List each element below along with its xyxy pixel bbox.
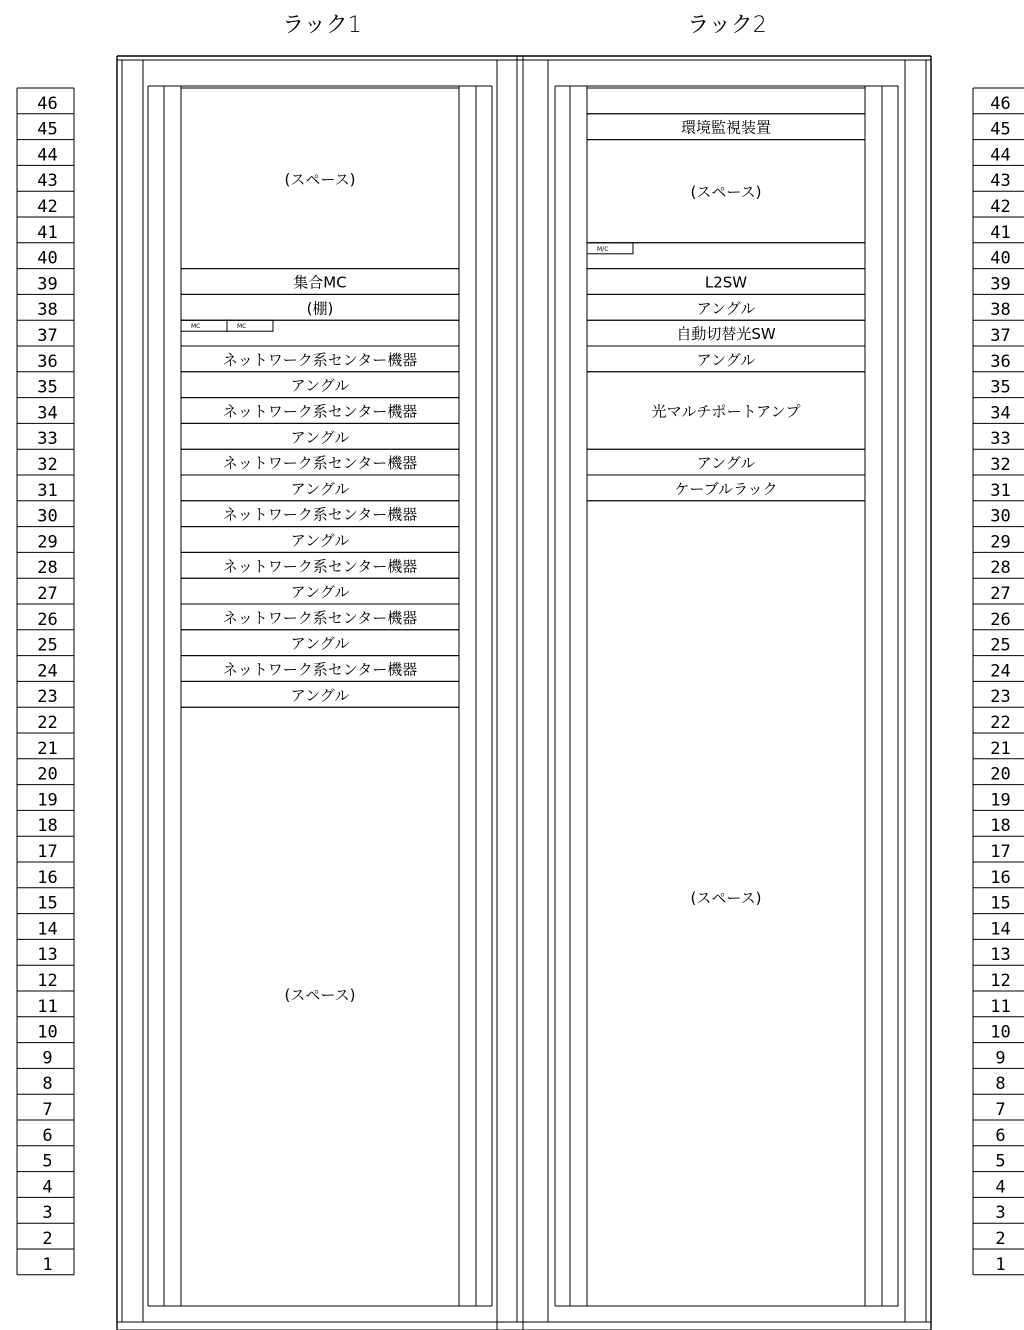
rack-1-item-7-label: アングル (290, 428, 350, 447)
rack-frames (117, 56, 931, 1330)
unit-number-right-41: 41 (990, 222, 1011, 243)
unit-number-right-5: 5 (995, 1151, 1006, 1172)
rack-2-item-2-label: (スペース) (690, 183, 762, 202)
unit-number-right-37: 37 (990, 326, 1011, 346)
unit-number-right-2: 2 (995, 1229, 1006, 1249)
unit-number-left-37: 37 (37, 326, 58, 346)
unit-number-left-30: 30 (37, 506, 58, 527)
unit-number-left-21: 21 (37, 738, 58, 759)
rack-1-item-3-small-box-0 (181, 320, 227, 331)
unit-number-left-33: 33 (37, 429, 58, 450)
rack-2-item-3-small-label-0: M/C (597, 245, 609, 253)
rack-1-item-6-label: ネットワーク系センター機器 (222, 402, 418, 421)
unit-number-right-25: 25 (990, 635, 1011, 656)
unit-number-left-15: 15 (37, 893, 58, 914)
rack-1-item-2-label: (棚) (306, 299, 334, 318)
unit-number-right-34: 34 (990, 403, 1011, 424)
unit-number-left-25: 25 (37, 635, 58, 656)
rack-2-item-6-label: 自動切替光SW (676, 325, 776, 344)
unit-number-left-19: 19 (37, 790, 58, 811)
unit-number-right-10: 10 (990, 1022, 1011, 1043)
rack-2-item-7-label: アングル (696, 350, 756, 369)
rack-2-item-5-label: アングル (696, 299, 756, 318)
unit-number-left-41: 41 (37, 222, 58, 243)
unit-number-left-38: 38 (37, 300, 58, 321)
rack-1-item-18-label: (スペース) (284, 986, 356, 1004)
unit-number-left-3: 3 (42, 1203, 53, 1224)
unit-number-right-1: 1 (995, 1254, 1006, 1275)
unit-number-left-4: 4 (42, 1177, 53, 1198)
unit-number-left-1: 1 (42, 1254, 53, 1275)
unit-number-left-34: 34 (37, 403, 58, 424)
unit-number-left-31: 31 (37, 480, 58, 501)
rack-1-item-0-label: (スペース) (284, 170, 356, 189)
rack-1-item-13-label: アングル (290, 583, 350, 602)
unit-number-left-27: 27 (37, 584, 58, 604)
unit-number-left-8: 8 (42, 1074, 53, 1095)
unit-number-right-11: 11 (990, 996, 1011, 1017)
unit-number-left-29: 29 (37, 532, 58, 553)
rack-1-item-9-label: アングル (290, 479, 350, 498)
unit-number-right-28: 28 (990, 558, 1011, 579)
unit-number-right-20: 20 (990, 764, 1011, 785)
unit-number-left-12: 12 (37, 971, 58, 991)
unit-scale-left (17, 88, 74, 1275)
rack-1-item-4-label: ネットワーク系センター機器 (222, 350, 418, 369)
unit-number-right-46: 46 (990, 93, 1011, 114)
unit-number-right-23: 23 (990, 687, 1011, 708)
rack-1-item-1-label: 集合MC (293, 273, 347, 292)
rack-2-item-3-small-box-0 (587, 243, 633, 254)
rack-2-item-4-label: L2SW (704, 273, 748, 292)
unit-number-left-39: 39 (37, 274, 58, 295)
rack-1-item-11-label: アングル (290, 531, 350, 550)
unit-number-left-46: 46 (37, 93, 58, 114)
unit-number-left-10: 10 (37, 1022, 58, 1043)
rack-2-item-8-label: 光マルチポートアンプ (651, 402, 801, 421)
unit-number-left-42: 42 (37, 197, 58, 217)
unit-number-left-5: 5 (42, 1151, 53, 1172)
unit-number-left-43: 43 (37, 171, 58, 192)
unit-number-right-33: 33 (990, 429, 1011, 450)
rack-1-item-16-label: ネットワーク系センター機器 (222, 660, 418, 679)
unit-number-left-40: 40 (37, 248, 58, 269)
rack-1-item-10-label: ネットワーク系センター機器 (222, 505, 418, 524)
unit-number-left-22: 22 (37, 713, 58, 733)
unit-number-right-44: 44 (990, 145, 1011, 166)
unit-number-left-20: 20 (37, 764, 58, 785)
rack-1-item-3-small-box-1 (227, 320, 273, 331)
rack-2-item-11-label: (スペース) (690, 889, 762, 907)
unit-number-right-19: 19 (990, 790, 1011, 811)
unit-number-right-40: 40 (990, 248, 1011, 269)
unit-number-right-42: 42 (990, 197, 1011, 217)
unit-number-right-35: 35 (990, 377, 1011, 398)
unit-number-left-11: 11 (37, 996, 58, 1017)
unit-number-left-36: 36 (37, 351, 58, 372)
unit-number-left-2: 2 (42, 1229, 53, 1249)
unit-number-left-9: 9 (42, 1048, 53, 1069)
rack-1-item-14-label: ネットワーク系センター機器 (222, 608, 418, 627)
unit-number-right-12: 12 (990, 971, 1011, 991)
unit-number-left-18: 18 (37, 816, 58, 837)
rack-1-item-5-label: アングル (290, 376, 350, 395)
unit-number-left-23: 23 (37, 687, 58, 708)
unit-number-left-17: 17 (37, 842, 58, 862)
unit-number-left-45: 45 (37, 119, 58, 140)
unit-number-right-29: 29 (990, 532, 1011, 553)
unit-number-right-30: 30 (990, 506, 1011, 527)
unit-scale-right (973, 88, 1024, 1275)
unit-number-left-14: 14 (37, 919, 58, 940)
rack-1-item-8-label: ネットワーク系センター機器 (222, 454, 418, 473)
unit-number-left-28: 28 (37, 558, 58, 579)
unit-number-left-35: 35 (37, 377, 58, 398)
unit-number-left-6: 6 (42, 1125, 53, 1146)
unit-number-left-16: 16 (37, 867, 58, 888)
unit-number-right-8: 8 (995, 1074, 1006, 1095)
unit-number-right-9: 9 (995, 1048, 1006, 1069)
unit-number-right-36: 36 (990, 351, 1011, 372)
unit-number-right-32: 32 (990, 455, 1011, 475)
unit-number-right-17: 17 (990, 842, 1011, 862)
unit-number-left-26: 26 (37, 609, 58, 630)
unit-number-right-26: 26 (990, 609, 1011, 630)
rack-1-item-3-small-label-0: MC (191, 323, 201, 331)
unit-number-left-32: 32 (37, 455, 58, 475)
rack-2-item-10-label: ケーブルラック (674, 479, 778, 498)
unit-number-right-45: 45 (990, 119, 1011, 140)
unit-number-right-22: 22 (990, 713, 1011, 733)
unit-number-right-14: 14 (990, 919, 1011, 940)
unit-number-right-16: 16 (990, 867, 1011, 888)
unit-number-right-18: 18 (990, 816, 1011, 837)
unit-number-right-39: 39 (990, 274, 1011, 295)
unit-number-right-43: 43 (990, 171, 1011, 192)
unit-number-left-24: 24 (37, 661, 58, 682)
rack-2-item-9-label: アングル (696, 454, 756, 473)
unit-number-right-6: 6 (995, 1125, 1006, 1146)
rack-2-item-1-label: 環境監視装置 (680, 118, 772, 137)
unit-number-right-24: 24 (990, 661, 1011, 682)
unit-number-right-3: 3 (995, 1203, 1006, 1224)
unit-number-right-21: 21 (990, 738, 1011, 759)
rack-1-item-17-label: アングル (290, 686, 350, 705)
unit-number-right-13: 13 (990, 945, 1011, 966)
rack-1-title: ラック1 (282, 13, 362, 38)
unit-number-right-27: 27 (990, 584, 1011, 604)
rack-1-item-3-small-label-1: MC (237, 323, 247, 331)
rack-2-title: ラック2 (687, 13, 767, 38)
unit-number-left-13: 13 (37, 945, 58, 966)
unit-number-right-38: 38 (990, 300, 1011, 321)
unit-number-right-7: 7 (995, 1100, 1006, 1120)
unit-number-left-7: 7 (42, 1100, 53, 1120)
unit-number-right-4: 4 (995, 1177, 1006, 1198)
unit-number-right-31: 31 (990, 480, 1011, 501)
rack-1-item-15-label: アングル (290, 634, 350, 653)
unit-number-left-44: 44 (37, 145, 58, 166)
unit-number-right-15: 15 (990, 893, 1011, 914)
rack-1-item-12-label: ネットワーク系センター機器 (222, 557, 418, 576)
